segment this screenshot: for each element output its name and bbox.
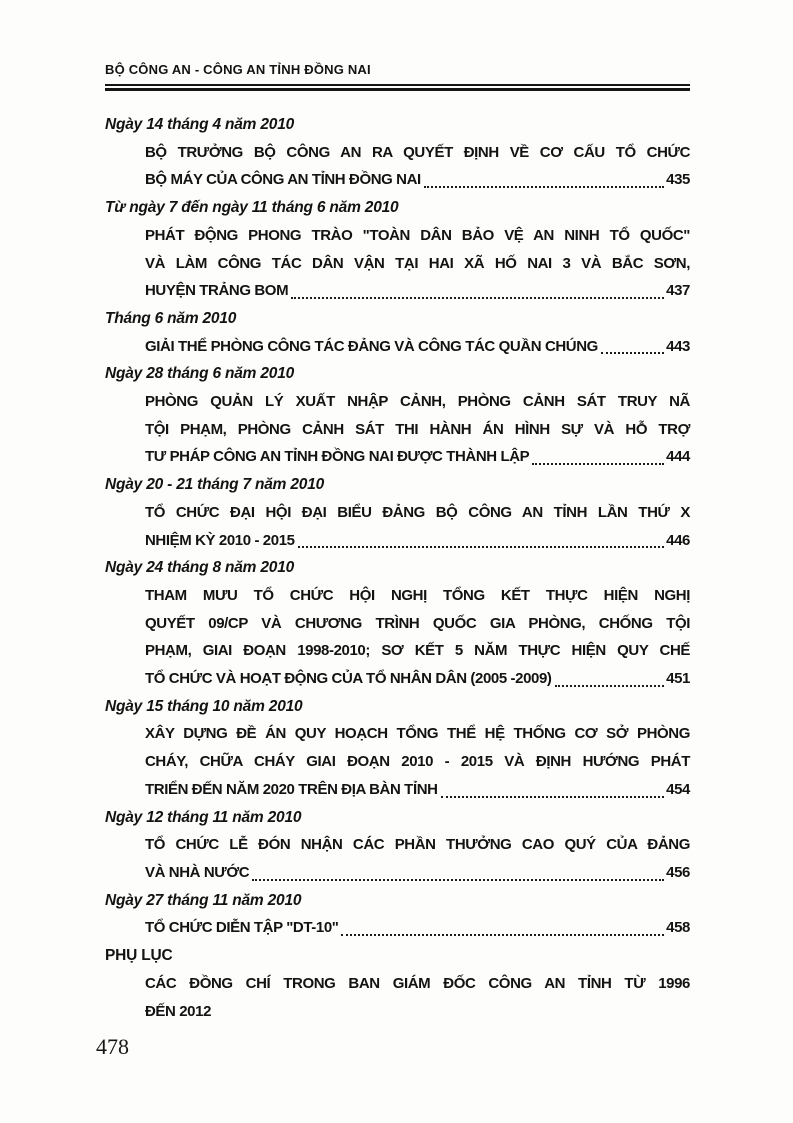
entry-date: Tháng 6 năm 2010	[105, 309, 237, 327]
page-content	[105, 62, 690, 1025]
page-header	[105, 62, 690, 91]
dot-leader	[532, 463, 664, 465]
dot-leader	[291, 297, 664, 299]
entry-title-line: XÂY DỰNG ĐỀ ÁN QUY HOẠCH TỔNG THỂ HỆ THỐNG CƠ SỞ PHÒNG	[145, 725, 690, 743]
entry-date: Ngày 28 tháng 6 năm 2010	[105, 365, 295, 383]
entry-title-text: TƯ PHÁP CÔNG AN TỈNH ĐỒNG NAI ĐƯỢC THÀNH LẬP	[145, 448, 530, 466]
entry-page-number: 451	[666, 670, 690, 688]
toc-entry	[105, 360, 690, 471]
header-rule-thick	[105, 88, 690, 91]
entry-title-line: QUYẾT 09/CP VÀ CHƯƠNG TRÌNH QUỐC GIA PHÒNG, CHỐNG TỘI	[145, 614, 690, 632]
running-title: BỘ CÔNG AN - CÔNG AN TỈNH ĐỒNG NAI	[105, 62, 371, 77]
entry-page-number: 446	[666, 531, 690, 549]
toc-entry	[105, 194, 690, 305]
entry-date: Từ ngày 7 đến ngày 11 tháng 6 năm 2010	[105, 199, 399, 217]
entry-title-text: TRIỂN ĐẾN NĂM 2020 TRÊN ĐỊA BÀN TỈNH	[145, 780, 438, 798]
entry-title-last-line	[145, 665, 690, 693]
dot-leader	[601, 352, 664, 354]
dot-leader	[252, 879, 664, 881]
entry-body	[145, 582, 690, 693]
toc-entry	[105, 305, 690, 360]
entry-title-text: NHIỆM KỲ 2010 - 2015	[145, 531, 295, 549]
entry-page-number: 437	[666, 282, 690, 300]
toc-appendix	[105, 942, 690, 1025]
entry-page-number: 435	[666, 171, 690, 189]
toc-entry	[105, 554, 690, 693]
entry-title-last-line	[145, 776, 690, 804]
entry-title-text: HUYỆN TRẢNG BOM	[145, 282, 289, 300]
entry-title-line: VÀ LÀM CÔNG TÁC DÂN VẬN TẠI HAI XÃ HỐ NAI 3 VÀ BẮC SƠN,	[145, 254, 690, 272]
appendix-heading: PHỤ LỤC	[105, 947, 173, 965]
entry-title-last-line	[145, 166, 690, 194]
entry-title-line: BỘ TRƯỞNG BỘ CÔNG AN RA QUYẾT ĐỊNH VỀ CƠ CẤU TỔ CHỨC	[145, 143, 690, 161]
entry-body	[145, 914, 690, 942]
entry-date: Ngày 27 tháng 11 năm 2010	[105, 891, 302, 909]
entry-page-number: 458	[666, 919, 690, 937]
entry-date: Ngày 14 tháng 4 năm 2010	[105, 116, 295, 133]
entry-body	[145, 139, 690, 194]
dot-leader	[555, 685, 665, 687]
entry-body	[145, 222, 690, 305]
entry-title-line: PHẠM, GIAI ĐOẠN 1998-2010; SƠ KẾT 5 NĂM THỰC HIỆN QUY CHẾ	[145, 642, 690, 660]
entry-title-last-line	[145, 443, 690, 471]
entry-title-text: BỘ MÁY CỦA CÔNG AN TỈNH ĐỒNG NAI	[145, 171, 421, 189]
entry-date: Ngày 20 - 21 tháng 7 năm 2010	[105, 476, 325, 494]
entry-date: Ngày 12 tháng 11 năm 2010	[105, 808, 302, 826]
appendix-title-line: CÁC ĐỒNG CHÍ TRONG BAN GIÁM ĐỐC CÔNG AN TỈNH TỪ 1996	[145, 974, 690, 992]
entry-title-text: TỔ CHỨC VÀ HOẠT ĐỘNG CỦA TỔ NHÂN DÂN (2005 -2009)	[145, 670, 552, 688]
table-of-contents	[105, 111, 690, 1025]
appendix-body	[145, 970, 690, 1025]
toc-entry	[105, 693, 690, 804]
entry-body	[145, 388, 690, 471]
entry-title-line: TỔ CHỨC LỄ ĐÓN NHẬN CÁC PHẦN THƯỞNG CAO QUÝ CỦA ĐẢNG	[145, 836, 690, 854]
entry-body	[145, 499, 690, 554]
entry-title-line: TỔ CHỨC ĐẠI HỘI ĐẠI BIỂU ĐẢNG BỘ CÔNG AN TỈNH LẦN THỨ X	[145, 503, 690, 521]
toc-entry	[105, 471, 690, 554]
entry-title-line: TỘI PHẠM, PHÒNG CẢNH SÁT THI HÀNH ÁN HÌNH SỰ VÀ HỖ TRỢ	[145, 420, 690, 438]
entry-title-line: THAM MƯU TỔ CHỨC HỘI NGHỊ TỔNG KẾT THỰC HIỆN NGHỊ	[145, 586, 690, 604]
header-rule-thin	[105, 84, 690, 86]
toc-entry	[105, 887, 690, 942]
entry-title-text: GIẢI THỂ PHÒNG CÔNG TÁC ĐẢNG VÀ CÔNG TÁC QUẦN CHÚNG	[145, 337, 598, 355]
dot-leader	[341, 934, 664, 936]
entry-body	[145, 720, 690, 803]
entry-title-line: CHÁY, CHỮA CHÁY GIAI ĐOẠN 2010 - 2015 VÀ ĐỊNH HƯỚNG PHÁT	[145, 753, 690, 771]
entry-page-number: 444	[666, 448, 690, 466]
entry-title-text: VÀ NHÀ NƯỚC	[145, 863, 250, 881]
dot-leader	[424, 186, 664, 188]
entry-page-number: 443	[666, 337, 690, 355]
entry-date: Ngày 15 tháng 10 năm 2010	[105, 697, 303, 715]
entry-body	[145, 333, 690, 361]
entry-body	[145, 831, 690, 886]
entry-title-last-line	[145, 914, 690, 942]
toc-entry	[105, 111, 690, 194]
entry-title-line: PHÁT ĐỘNG PHONG TRÀO "TOÀN DÂN BẢO VỆ AN NINH TỔ QUỐC"	[145, 226, 690, 244]
entry-title-last-line	[145, 527, 690, 555]
entry-date: Ngày 24 tháng 8 năm 2010	[105, 559, 295, 577]
folio-page-number: 478	[96, 1034, 129, 1059]
dot-leader	[441, 796, 665, 798]
entry-title-last-line	[145, 859, 690, 887]
entry-title-text: TỔ CHỨC DIỄN TẬP "DT-10"	[145, 919, 339, 937]
appendix-title-line: ĐẾN 2012	[145, 1002, 212, 1020]
toc-entry	[105, 804, 690, 887]
entry-title-last-line	[145, 333, 690, 361]
entry-title-last-line	[145, 277, 690, 305]
entry-page-number: 454	[666, 780, 690, 798]
entry-title-line: PHÒNG QUẢN LÝ XUẤT NHẬP CẢNH, PHÒNG CẢNH SÁT TRUY NÃ	[145, 393, 690, 411]
dot-leader	[298, 546, 665, 548]
entry-page-number: 456	[666, 863, 690, 881]
